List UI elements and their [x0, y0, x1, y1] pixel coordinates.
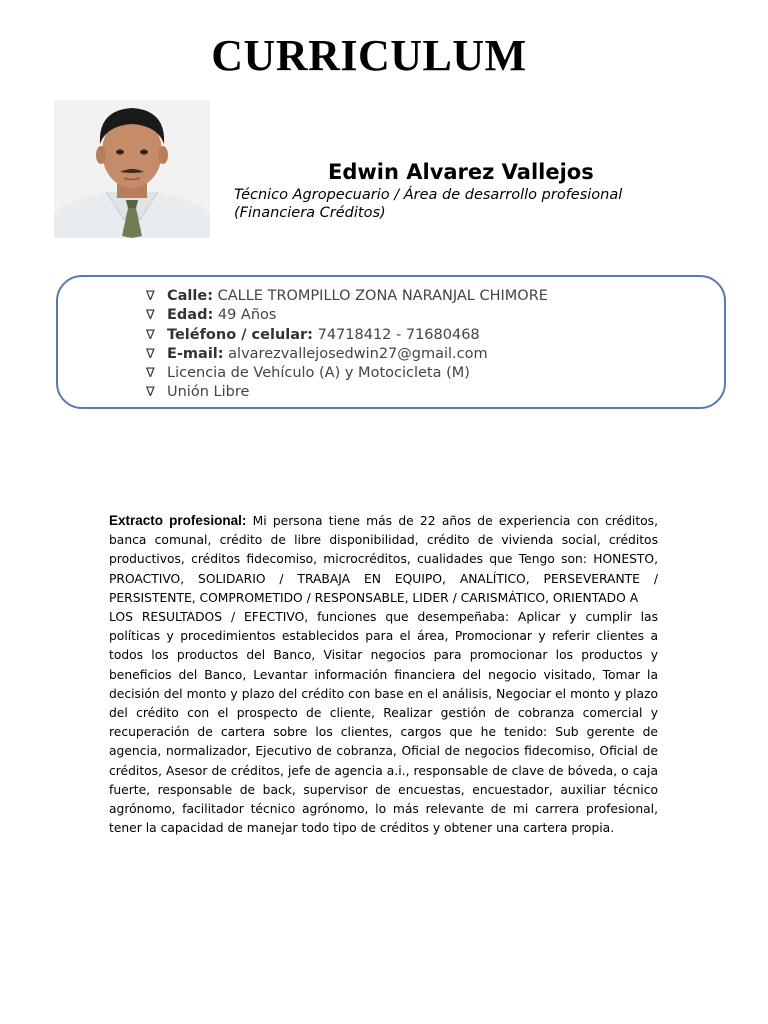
triangle-bullet-icon: ∇: [146, 308, 155, 324]
contact-value: 49 Años: [213, 307, 277, 324]
triangle-bullet-icon: ∇: [146, 385, 155, 401]
summary-text-1: Mi persona tiene más de 22 años de experiencia con créditos, banca comunal, crédito de libre disponibilidad, crédito de vivienda social, créditos productivos, créditos fidecomiso, microcréditos, cualidades que Tengo son: HONESTO, PROACTIVO, SOLIDARIO / TRABAJA EN EQUIPO, ANALÍTICO, PERSEVERANTE / PERSISTENTE, COMPROMETIDO / RESPONSABLE, LIDER / CARISMÁTICO, ORIENTADO A: [109, 514, 658, 605]
triangle-bullet-icon: ∇: [146, 327, 155, 343]
contact-label: E-mail:: [167, 345, 224, 362]
contact-label: Teléfono / celular:: [167, 326, 313, 343]
contact-value: Licencia de Vehículo (A) y Motocicleta (M): [167, 365, 470, 382]
summary-label: Extracto profesional:: [109, 513, 247, 528]
contact-item-address: [146, 287, 548, 306]
role-line-1: Técnico Agropecuario / Área de desarrollo profesional: [234, 187, 623, 203]
contact-label: Edad:: [167, 307, 214, 324]
contact-item-civil-status: [146, 383, 548, 402]
person-portrait-icon: [54, 100, 210, 238]
professional-summary: [109, 511, 658, 838]
role-line-2: (Financiera Créditos): [234, 205, 386, 221]
triangle-bullet-icon: ∇: [146, 289, 155, 304]
contact-item-phone: [146, 326, 548, 345]
contact-value: alvarezvallejosedwin27@gmail.com: [223, 345, 488, 362]
contact-value: 74718412 - 71680468: [312, 326, 480, 343]
contact-item-license: [146, 364, 548, 383]
contact-item-email: [146, 345, 548, 364]
triangle-bullet-icon: ∇: [146, 346, 155, 362]
profile-photo: [54, 100, 210, 238]
candidate-role: [234, 186, 674, 222]
candidate-name: Edwin Alvarez Vallejos: [328, 160, 594, 184]
contact-label: Calle:: [167, 288, 213, 304]
contact-list: [146, 287, 548, 403]
contact-value: Unión Libre: [167, 384, 250, 401]
page-title: CURRICULUM: [211, 31, 527, 80]
contact-value: CALLE TROMPILLO ZONA NARANJAL CHIMORE: [213, 288, 548, 304]
contact-item-age: [146, 306, 548, 325]
summary-paragraph-2: LOS RESULTADOS / EFECTIVO, funciones que desempeñaba: Aplicar y cumplir las políticas y procedimientos establecidos para el área, Promocionar y referir clientes a todos los productos del Banco, Visitar negocios para promocionar los productos y beneficios del Banco, Levantar información financiera del negocio visitado, Tomar la decisión del monto y plazo del crédito con base en el análisis, Negociar el monto y plazo del crédito con el prospecto de cliente, Realizar gestión de cobranza comercial y recuperación de cartera sobre los clientes, cargos que he tenido: Sub gerente de agencia, normalizador, Ejecutivo de cobranza, Oficial de negocios fidecomiso, Oficial de créditos, Asesor de créditos, jefe de agencia a.i., responsable de clave de bóveda, o caja fuerte, responsable de back, supervisor de encuestas, encuestador, auxiliar técnico agrónomo, facilitador técnico agrónomo, lo más relevante de mi carrera profesional, tener la capacidad de manejar todo tipo de créditos y obtener una cartera propia.: [109, 610, 658, 836]
summary-paragraph-1: [109, 511, 658, 608]
triangle-bullet-icon: ∇: [146, 366, 155, 382]
